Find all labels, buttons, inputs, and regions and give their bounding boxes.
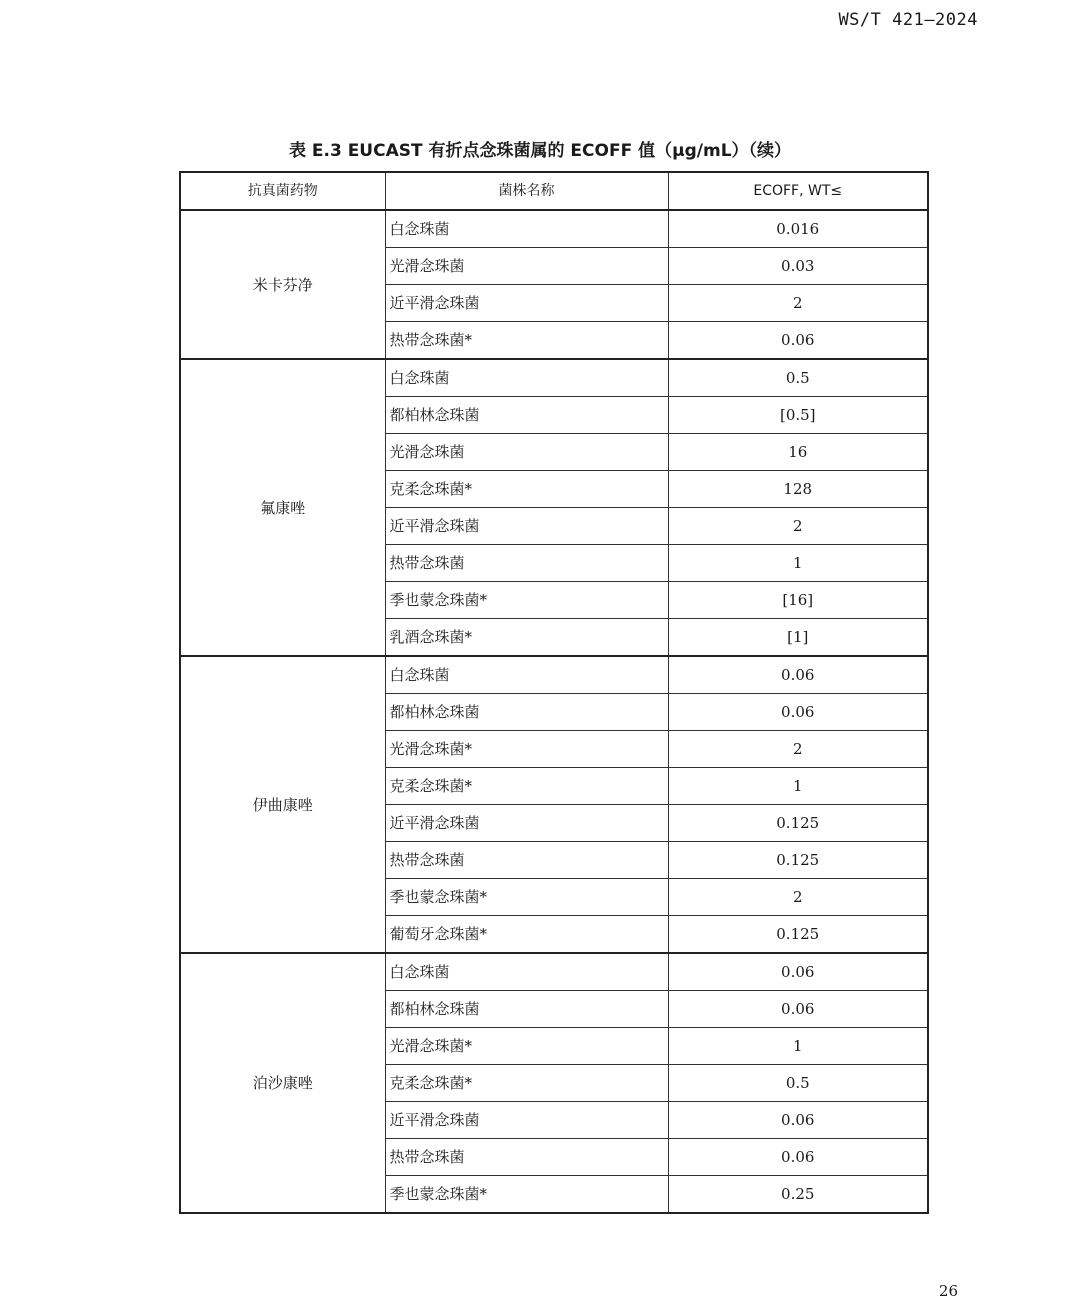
ecoff-value-cell: 2 — [668, 285, 928, 322]
ecoff-value-cell: 0.03 — [668, 248, 928, 285]
document-code: WS/T 421—2024 — [838, 10, 978, 30]
strain-name-cell: 热带念珠菌* — [385, 322, 668, 360]
ecoff-value-cell: 0.125 — [668, 842, 928, 879]
ecoff-value-cell: 1 — [668, 768, 928, 805]
ecoff-value-cell: 1 — [668, 545, 928, 582]
ecoff-value-cell: 2 — [668, 508, 928, 545]
strain-name-cell: 白念珠菌 — [385, 953, 668, 991]
ecoff-value-cell: 0.25 — [668, 1176, 928, 1214]
column-header-strain: 菌株名称 — [385, 172, 668, 210]
column-header-drug: 抗真菌药物 — [180, 172, 385, 210]
ecoff-value-cell: [16] — [668, 582, 928, 619]
ecoff-value-cell: [0.5] — [668, 397, 928, 434]
table-row — [180, 953, 928, 991]
strain-name-cell: 乳酒念珠菌* — [385, 619, 668, 657]
ecoff-value-cell: 2 — [668, 731, 928, 768]
strain-name-cell: 热带念珠菌 — [385, 545, 668, 582]
ecoff-value-cell: 0.06 — [668, 322, 928, 360]
strain-name-cell: 白念珠菌 — [385, 656, 668, 694]
strain-name-cell: 白念珠菌 — [385, 210, 668, 248]
ecoff-value-cell: 2 — [668, 879, 928, 916]
strain-name-cell: 葡萄牙念珠菌* — [385, 916, 668, 954]
ecoff-value-cell: 0.06 — [668, 694, 928, 731]
ecoff-value-cell: 0.06 — [668, 991, 928, 1028]
table-header-row — [180, 172, 928, 210]
table-row — [180, 359, 928, 397]
strain-name-cell: 近平滑念珠菌 — [385, 1102, 668, 1139]
ecoff-value-cell: 0.125 — [668, 805, 928, 842]
strain-name-cell: 光滑念珠菌 — [385, 434, 668, 471]
ecoff-value-cell: 0.125 — [668, 916, 928, 954]
ecoff-value-cell: 0.06 — [668, 656, 928, 694]
strain-name-cell: 克柔念珠菌* — [385, 1065, 668, 1102]
ecoff-table-container — [179, 171, 927, 1214]
ecoff-value-cell: 0.06 — [668, 953, 928, 991]
strain-name-cell: 光滑念珠菌* — [385, 1028, 668, 1065]
strain-name-cell: 都柏林念珠菌 — [385, 694, 668, 731]
table-body — [180, 210, 928, 1213]
strain-name-cell: 都柏林念珠菌 — [385, 397, 668, 434]
ecoff-value-cell: 16 — [668, 434, 928, 471]
drug-name-cell: 伊曲康唑 — [180, 656, 385, 953]
table-row — [180, 210, 928, 248]
ecoff-value-cell: 0.06 — [668, 1102, 928, 1139]
strain-name-cell: 季也蒙念珠菌* — [385, 879, 668, 916]
drug-name-cell: 米卡芬净 — [180, 210, 385, 359]
ecoff-value-cell: 128 — [668, 471, 928, 508]
table-title: 表 E.3 EUCAST 有折点念珠菌属的 ECOFF 值（μg/mL）（续） — [288, 141, 792, 161]
ecoff-value-cell: 0.5 — [668, 1065, 928, 1102]
strain-name-cell: 克柔念珠菌* — [385, 471, 668, 508]
page-number: 26 — [938, 1282, 958, 1300]
strain-name-cell: 季也蒙念珠菌* — [385, 1176, 668, 1214]
drug-name-cell: 泊沙康唑 — [180, 953, 385, 1213]
table-row — [180, 656, 928, 694]
ecoff-value-cell: 0.06 — [668, 1139, 928, 1176]
ecoff-value-cell: 0.5 — [668, 359, 928, 397]
ecoff-value-cell: 0.016 — [668, 210, 928, 248]
strain-name-cell: 光滑念珠菌* — [385, 731, 668, 768]
strain-name-cell: 热带念珠菌 — [385, 842, 668, 879]
strain-name-cell: 近平滑念珠菌 — [385, 285, 668, 322]
drug-name-cell: 氟康唑 — [180, 359, 385, 656]
strain-name-cell: 白念珠菌 — [385, 359, 668, 397]
ecoff-value-cell: 1 — [668, 1028, 928, 1065]
strain-name-cell: 近平滑念珠菌 — [385, 805, 668, 842]
strain-name-cell: 近平滑念珠菌 — [385, 508, 668, 545]
ecoff-value-cell: [1] — [668, 619, 928, 657]
strain-name-cell: 热带念珠菌 — [385, 1139, 668, 1176]
strain-name-cell: 都柏林念珠菌 — [385, 991, 668, 1028]
strain-name-cell: 克柔念珠菌* — [385, 768, 668, 805]
column-header-ecoff: ECOFF, WT≤ — [668, 172, 928, 210]
strain-name-cell: 光滑念珠菌 — [385, 248, 668, 285]
ecoff-table — [179, 171, 929, 1214]
strain-name-cell: 季也蒙念珠菌* — [385, 582, 668, 619]
